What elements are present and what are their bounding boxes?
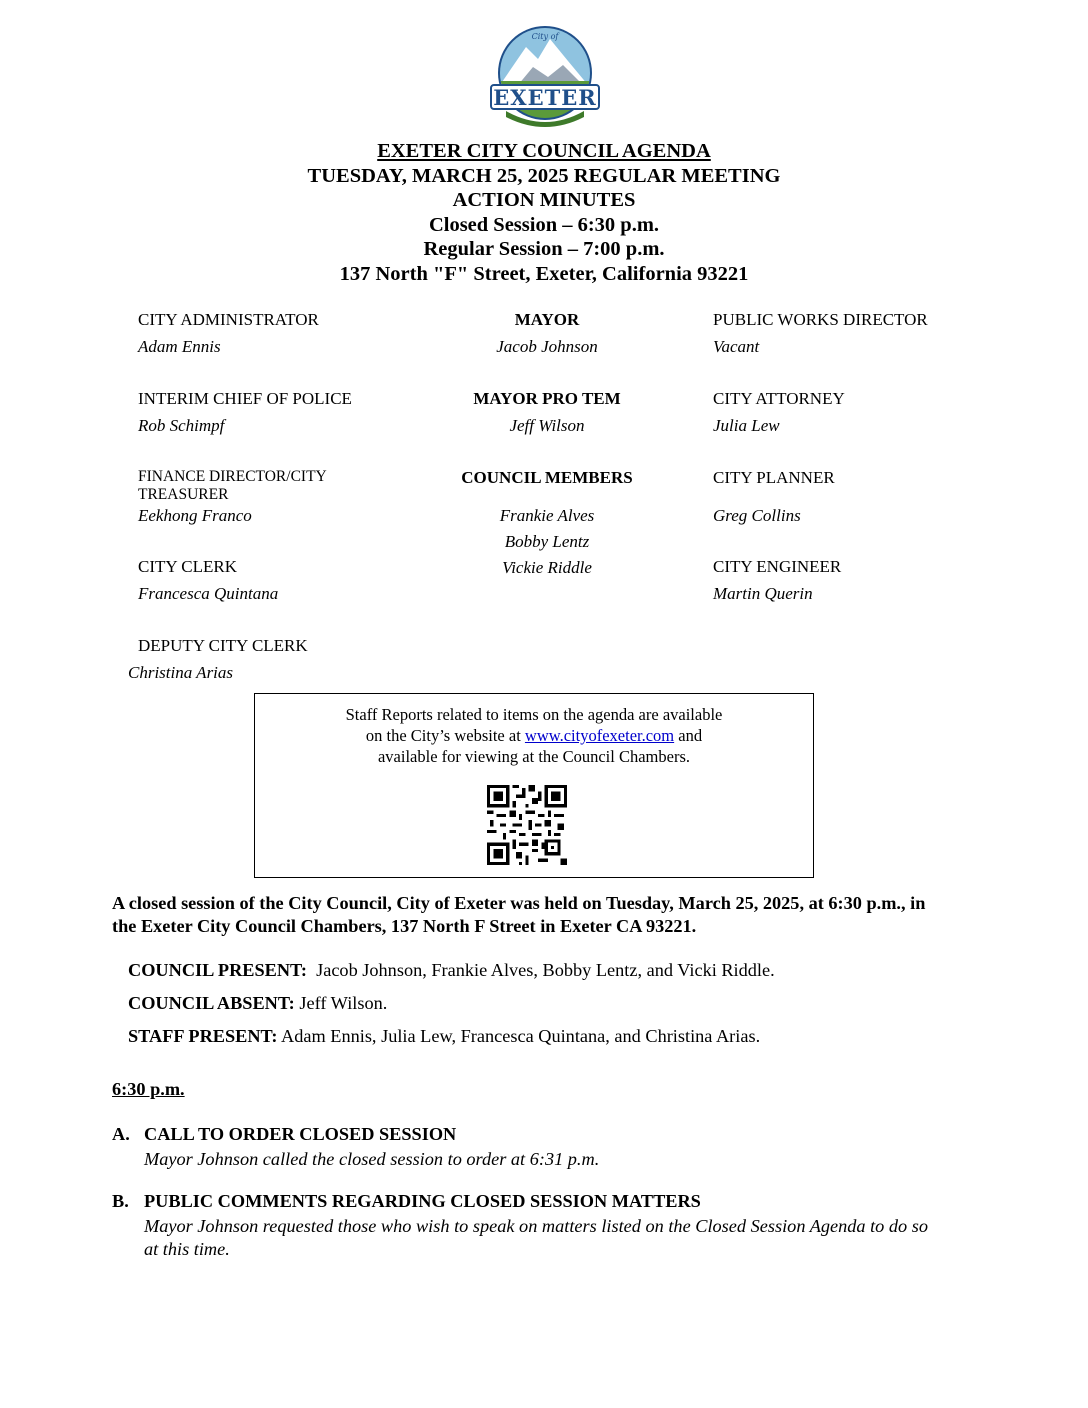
name-city-clerk: Francesca Quintana [138, 584, 279, 603]
closed-session-time: Closed Session – 6:30 p.m. [428, 213, 660, 236]
name-interim-chief: Rob Schimpf [138, 416, 225, 435]
role-deputy-city-clerk: DEPUTY CITY CLERK [138, 636, 308, 655]
item-letter: B. [112, 1191, 129, 1211]
role-public-works-director: PUBLIC WORKS DIRECTOR [713, 310, 928, 329]
name-city-attorney: Julia Lew [713, 416, 780, 435]
qr-code-icon[interactable] [487, 785, 567, 865]
role-council-members: COUNCIL MEMBERS [461, 468, 633, 487]
item-heading: CALL TO ORDER CLOSED SESSION [144, 1124, 457, 1144]
role-city-engineer: CITY ENGINEER [713, 557, 842, 576]
staff-present [128, 1026, 760, 1047]
council-present-label: COUNCIL PRESENT: [128, 960, 307, 980]
role-city-attorney: CITY ATTORNEY [713, 389, 845, 408]
name-city-administrator: Adam Ennis [138, 337, 221, 356]
item-letter: A. [112, 1124, 130, 1144]
role-mayor-pro-tem: MAYOR PRO TEM [473, 389, 621, 408]
staff-reports-line [255, 725, 813, 746]
role-city-clerk: CITY CLERK [138, 557, 238, 576]
staff-present-label: STAFF PRESENT: [128, 1026, 278, 1046]
role-city-administrator: CITY ADMINISTRATOR [138, 310, 319, 329]
name-city-engineer: Martin Querin [713, 584, 813, 603]
city-of-exeter-logo [488, 25, 602, 135]
meeting-date: TUESDAY, MARCH 25, 2025 REGULAR MEETING [307, 164, 781, 187]
logo-top-text: City of [531, 32, 559, 41]
logo-name: EXETER [493, 85, 597, 110]
role-finance-director: FINANCE DIRECTOR/CITY TREASURER [138, 468, 327, 503]
council-absent-label: COUNCIL ABSENT: [128, 993, 295, 1013]
item-body: Mayor Johnson requested those who wish to speak on matters listed on the Closed Session Agenda to do so at this time. [144, 1216, 929, 1259]
staff-reports-line-text: and [674, 726, 703, 745]
role-interim-chief: INTERIM CHIEF OF POLICE [138, 389, 352, 408]
council-present [128, 960, 775, 981]
name-city-planner: Greg Collins [713, 506, 801, 525]
name-council-member: Vickie Riddle [502, 558, 592, 577]
name-finance-director: Eekhong Franco [138, 506, 252, 525]
staff-present-names: Adam Ennis, Julia Lew, Francesca Quintana, and Christina Arias. [281, 1026, 761, 1046]
agenda-header [0, 139, 1088, 287]
staff-reports-line: Staff Reports related to items on the agenda are available [345, 705, 723, 724]
staff-reports-line-text: on the City’s website at [365, 726, 525, 745]
role-city-planner: CITY PLANNER [713, 468, 835, 487]
closed-session-intro: A closed session of the City Council, City of Exeter was held on Tuesday, March 25, 2025, at 6:30 p.m., in the Exeter City Council Chambers, 137 North F Street in Exeter CA 93221. [112, 893, 926, 936]
council-absent-names: Jeff Wilson. [299, 993, 388, 1013]
meeting-address: 137 North "F" Street, Exeter, California 93221 [339, 262, 749, 285]
council-present-names: Jacob Johnson, Frankie Alves, Bobby Lentz, and Vicki Riddle. [316, 960, 775, 980]
staff-reports-notice [254, 693, 814, 878]
minutes-type: ACTION MINUTES [452, 189, 636, 212]
item-body: Mayor Johnson called the closed session to order at 6:31 p.m. [144, 1149, 600, 1169]
council-absent [128, 993, 387, 1014]
staff-reports-line: available for viewing at the Council Chambers. [377, 747, 691, 766]
name-deputy-city-clerk: Christina Arias [128, 663, 234, 682]
staff-reports-text [255, 704, 813, 767]
name-public-works-director: Vacant [713, 337, 760, 356]
agenda-title: EXETER CITY COUNCIL AGENDA [377, 140, 711, 162]
regular-session-time: Regular Session – 7:00 p.m. [423, 238, 665, 261]
session-time-heading: 6:30 p.m. [112, 1079, 185, 1099]
city-website-link[interactable]: www.cityofexeter.com [524, 726, 675, 745]
item-heading: PUBLIC COMMENTS REGARDING CLOSED SESSION MATTERS [144, 1191, 701, 1211]
name-mayor: Jacob Johnson [496, 337, 598, 356]
name-mayor-pro-tem: Jeff Wilson [509, 416, 585, 435]
name-council-member: Frankie Alves [499, 506, 595, 525]
name-council-member: Bobby Lentz [504, 532, 590, 551]
role-mayor: MAYOR [514, 310, 580, 329]
